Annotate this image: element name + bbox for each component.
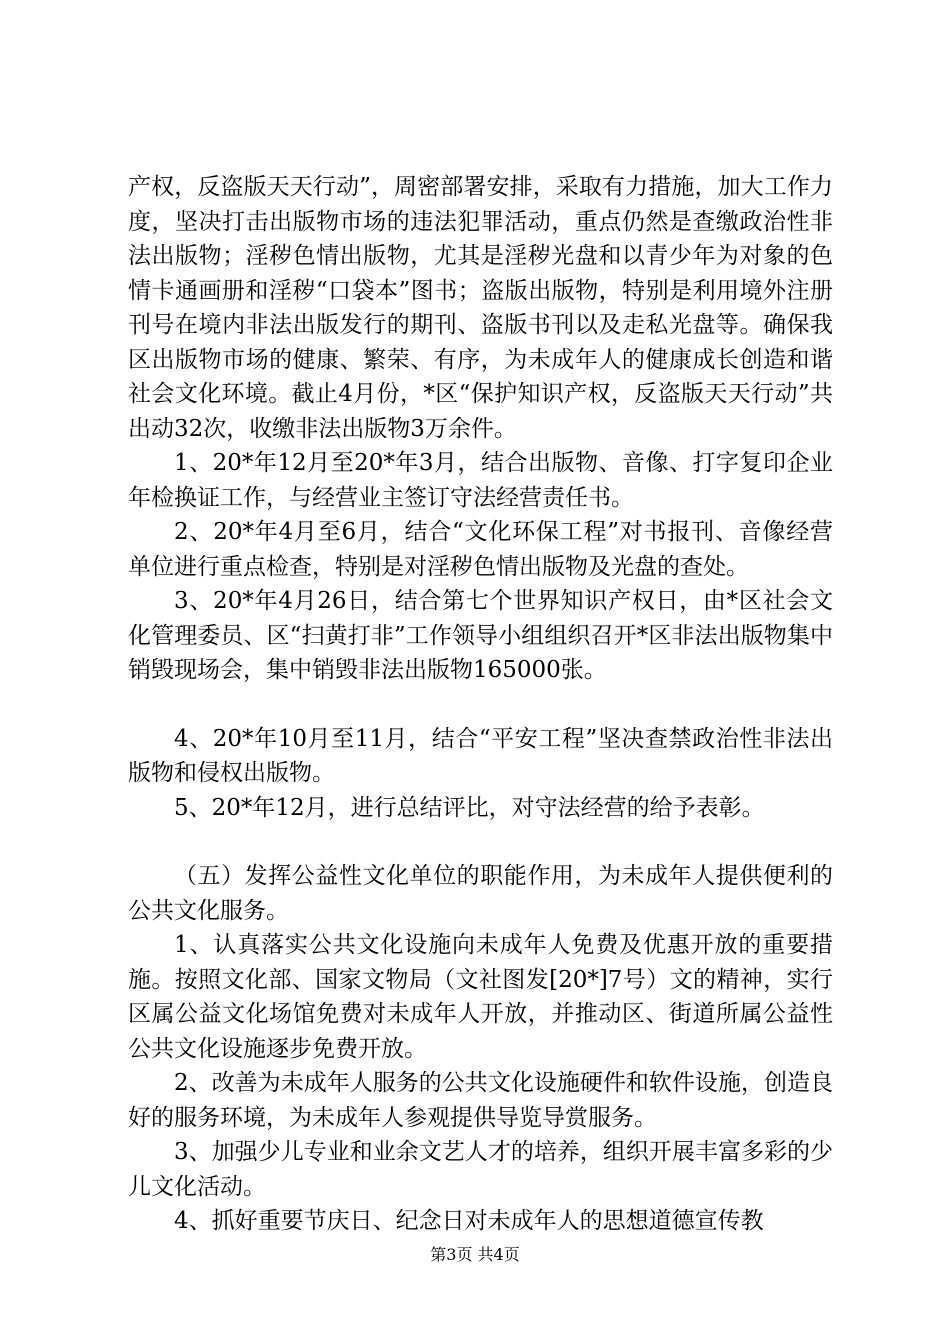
page-number-footer: 第3页 共4页 xyxy=(430,1245,520,1264)
paragraph-1: 产权，反盗版天天行动”，周密部署安排，采取有力措施，加大工作力度，坚决打击出版物市场的违法犯罪活动，重点仍然是查缴政治性非法出版物；淫秽色情出版物，尤其是淫秽光盘和以青少年为对象的色情卡通画册和淫秽“口袋本”图书；盗版出版物，特别是利用境外注册刊号在境内非法出版发行的期刊、盗版书刊以及走私光盘等。确保我区出版物市场的健康、繁荣、有序，为未成年人的健康成长创造和谐社会文化环境。截止4月份，*区“保护知识产权，反盗版天天行动”共出动32次，收缴非法出版物3万余件。 xyxy=(128,174,833,442)
document-body xyxy=(128,170,833,1239)
paragraph-8: 1、认真落实公共文化设施向未成年人免费及优惠开放的重要措施。按照文化部、国家文物局（文社图发[20*]7号）文的精神，实行区属公益文化场馆免费对未成年人开放，并推动区、街道所属公益性公共文化设施逐步免费开放。 xyxy=(128,932,833,1062)
paragraph-10: 3、加强少儿专业和业余文艺人才的培养，组织开展丰富多彩的少儿文化活动。 xyxy=(128,1139,833,1200)
paragraph-6: 5、20*年12月，进行总结评比，对守法经营的给予表彰。 xyxy=(174,794,765,821)
paragraph-4: 3、20*年4月26日，结合第七个世界知识产权日，由*区社会文化管理委员、区“扫黄打非”工作领导小组组织召开*区非法出版物集中销毁现场会，集中销毁非法出版物165000张。 xyxy=(128,588,833,683)
paragraph-11: 4、抓好重要节庆日、纪念日对未成年人的思想道德宣传教 xyxy=(174,1208,764,1234)
paragraph-9: 2、改善为未成年人服务的公共文化设施硬件和软件设施，创造良好的服务环境，为未成年人参观提供导览导赏服务。 xyxy=(128,1070,833,1131)
paragraph-3: 2、20*年4月至6月，结合“文化环保工程”对书报刊、音像经营单位进行重点检查，特别是对淫秽色情出版物及光盘的查处。 xyxy=(128,519,833,580)
section-heading: （五）发挥公益性文化单位的职能作用，为未成年人提供便利的公共文化服务。 xyxy=(128,863,833,924)
paragraph-5: 4、20*年10月至11月，结合“平安工程”坚决查禁政治性非法出版物和侵权出版物。 xyxy=(128,725,833,786)
paragraph-2: 1、20*年12月至20*年3月，结合出版物、音像、打字复印企业年检换证工作，与经营业主签订守法经营责任书。 xyxy=(128,450,833,511)
